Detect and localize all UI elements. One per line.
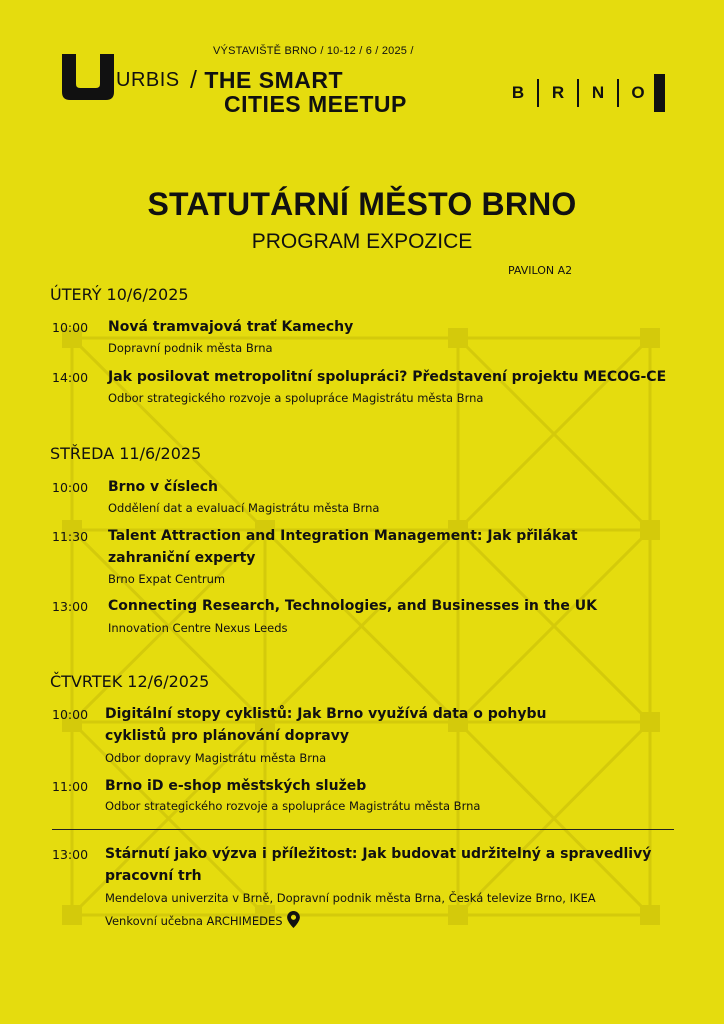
brno-letter-b: B [511, 83, 525, 102]
event-title: Digitální stopy cyklistů: Jak Brno využívá data o pohybu cyklistů pro plánování dopravy [105, 706, 547, 744]
pavilion-label: PAVILON A2 [508, 264, 573, 277]
brno-logo [508, 74, 665, 112]
event-organizer: Innovation Centre Nexus Leeds [108, 621, 288, 635]
meetup-title [190, 68, 407, 116]
map-pin-icon [287, 911, 300, 928]
event-organizer: Dopravní podnik města Brna [108, 341, 273, 355]
event-organizer: Mendelova univerzita v Brně, Dopravní podnik města Brna, Česká televize Brno, IKEA [105, 891, 596, 905]
page-title: STATUTÁRNÍ MĚSTO BRNO [147, 186, 577, 222]
event-title: Connecting Research, Technologies, and Businesses in the UK [108, 598, 597, 614]
event-time: 11:00 [52, 779, 89, 794]
urbis-wordmark: URBIS [116, 69, 180, 91]
event-time: 10:00 [52, 480, 89, 495]
brno-divider [617, 79, 619, 107]
brno-letter-o: O [631, 83, 645, 102]
event-organizer: Odbor dopravy Magistrátu města Brna [105, 751, 327, 765]
title-slash: / [190, 66, 198, 94]
brno-divider [577, 79, 579, 107]
event-location-label: Venkovní učebna ARCHIMEDES [105, 914, 283, 928]
event-time: 10:00 [52, 707, 89, 722]
event-organizer: Odbor strategického rozvoje a spolupráce Magistrátu města Brna [108, 391, 484, 405]
event-organizer: Brno Expat Centrum [108, 572, 226, 586]
event-title: Brno iD e-shop městských služeb [105, 778, 367, 794]
event-time: 13:00 [52, 599, 89, 614]
event-title: Brno v číslech [108, 479, 219, 495]
event-organizer: Odbor strategického rozvoje a spolupráce Magistrátu města Brna [105, 799, 481, 813]
event-title: Jak posilovat metropolitní spolupráci? Představení projektu MECOG-CE [108, 369, 667, 385]
event-venue-date: VÝSTAVIŠTĚ BRNO / 10-12 / 6 / 2025 / [213, 45, 414, 57]
section-divider [52, 829, 674, 830]
brno-thick-bar [654, 74, 665, 112]
event-organizer: Oddělení dat a evaluací Magistrátu města Brna [108, 501, 380, 515]
event-time: 13:00 [52, 847, 89, 862]
brno-letter-r: R [551, 83, 565, 102]
event-title: Talent Attraction and Integration Management: Jak přilákat zahraniční experty [108, 528, 578, 566]
brno-divider [537, 79, 539, 107]
page-subtitle: PROGRAM EXPOZICE [251, 230, 473, 253]
event-time: 14:00 [52, 370, 89, 385]
event-time: 11:30 [52, 529, 89, 544]
day-heading-wednesday: STŘEDA 11/6/2025 [50, 444, 202, 463]
meetup-title-line1: THE SMART [204, 67, 344, 93]
event-location [105, 911, 665, 929]
urbis-u-logo-icon [62, 54, 114, 100]
event-title: Nová tramvajová trať Kamechy [108, 319, 354, 335]
brno-letter-n: N [591, 83, 605, 102]
day-heading-thursday: ČTVRTEK 12/6/2025 [50, 672, 210, 691]
meetup-title-line2: CITIES MEETUP [224, 91, 407, 117]
event-time: 10:00 [52, 320, 89, 335]
day-heading-tuesday: ÚTERÝ 10/6/2025 [50, 285, 189, 304]
event-title: Stárnutí jako výzva i příležitost: Jak budovat udržitelný a spravedlivý pracovní trh [105, 846, 652, 884]
